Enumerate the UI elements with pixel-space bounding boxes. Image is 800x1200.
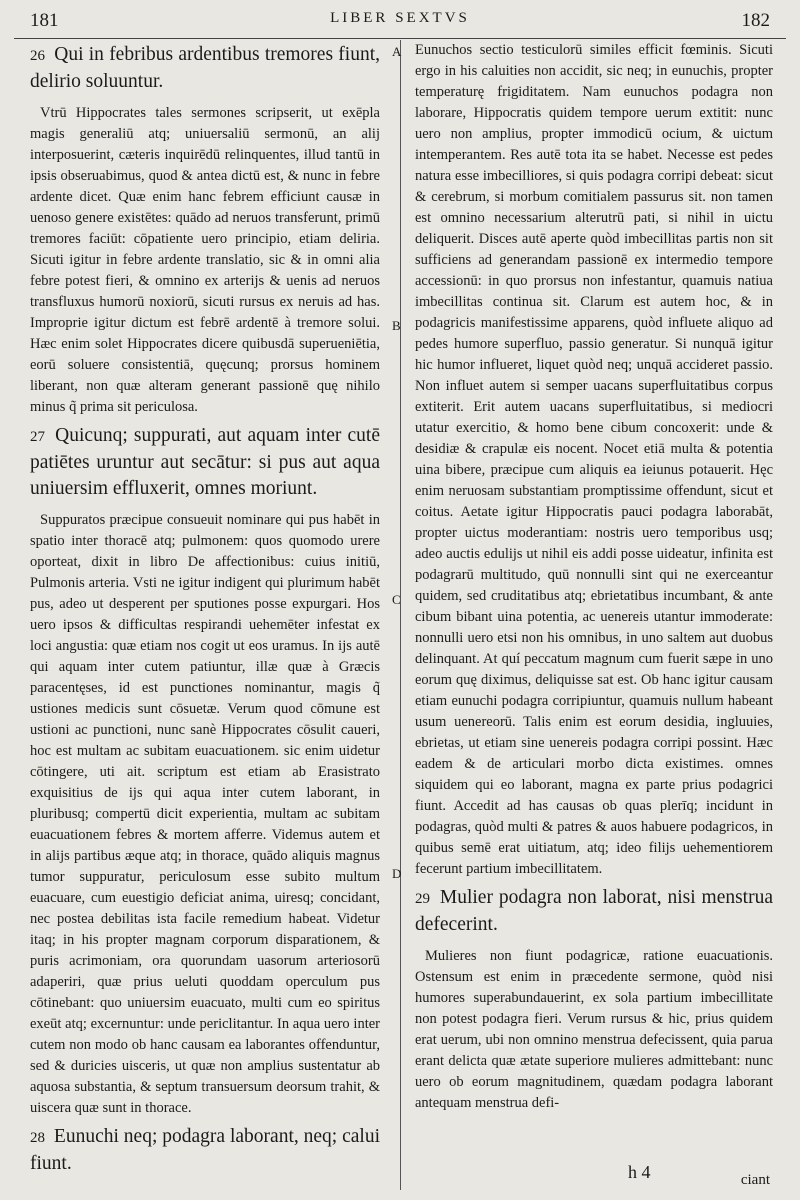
aphorism-29-number: 29 [415, 891, 430, 907]
signature-mark: h 4 [628, 1162, 651, 1182]
aphorism-28-heading [30, 1124, 380, 1177]
aphorism-28-number: 28 [30, 1130, 45, 1146]
aphorism-26-heading [30, 42, 380, 95]
margin-letter-b: B [392, 318, 401, 333]
page-number-left: 181 [30, 10, 59, 31]
aphorism-28-commentary: Eunuchos sectio testiculorū similes efficit fœminis. Sicuti ergo in his caluities non accidit, sic neq; in eunuchis, propter temperaturę frigiditatem. Nam eunuchos podagra non laborare, Hippocratis quidem tempore uerum extitit: nunc uero non amplius, propter immodicū ocium, & uictum intemperantem. Res autē tota ita se habet. Necesse est pedes natura esse imbecilliores, si quis podagra corripi debeat: sicut & cerebrum, si morbum comitialem passurus sit. non tamen est omnino necessarium alterutrū pati, si nihil in uictu deliquerit. Disces autē aperte quòd imbecillitas partis non sit sufficiens ad generandam passionē ex intermedio tempore accessionū: in quo prorsus non infestantur, quamuis natiua imbecillitas continua sit. Clarum est autem hoc, & in podagricis manifestissime apparens, quòd influete aliquo ad pedes humore superfluo, passio generatur. Si nunquā igitur hic humor influeret, liquet quòd neq; unquā accideret passio. Non influet autem si semper uacans superfluitatibus corpus extiterit. Erit autem uacans superfluitatibus, si mediocri utatur exercitio, & homo bene cibum concoxerit: unde & desidiæ & crapulæ eis nocent. Nocet etiā multa & potentia uina bibere, præcipue cum aliquis ea ieiunus potauerit. Hęc enim neruosam substantiam promptissime offendunt, sicut et coitus. Aetate igitur Hippocratis pauci podagra laborabāt, propter uictus moderantiam: nostris uero temporibus usq; adeo auctis edulijs ut nihil eis addi posse uideatur, infinita est podagrarū multitudo, quū nonnulli sint qui ne exerceantur quidem, sed cruditatibus atq; ebrietatibus incumbant, & ante cibum bibant uina potentia, ac uenereis utantur immoderate: nonnulli uero etsi non his omnibus, in uno saltem aut duobus delinquant. At quí peccatum magnum cum fuerit sæpe in uno eorum quę diximus, deliquisse sat est. Ob hanc igitur causam etiam eunuchi podagra corripiuntur, quamuis nullum habeant usum uenereorū. Talis enim est eorum desidia, ingluuies, ebrietas, ut etiam sine uenereis podagra corripi possint. Hæc eadem & de articulari morbo dicta existimes. omnes siquidem qui eo laborant, magna ex parte prius podagrici fiunt. Accedit ad has causas ob quas plerīq; incidunt in podagras, quòd multi & patres & auos habuere podagricos, in quibus semē erat uitiatum, atq; ideo filijs uehementiorem fecerunt partium imbecillitatem. [415, 42, 773, 877]
catchword: ciant [740, 1172, 770, 1188]
column-divider [400, 40, 401, 1190]
aphorism-26-commentary: Vtrū Hippocrates tales sermones scripserit, ut exēpla magis generaliū atq; uniuersaliū sermonū, an alij interposuerint, cæteris inquirēdū relinquentes, illud tantū in ipsis obseruabimus, quod & antea dictū est, & nunc in febre ardente dicet. Quæ enim hanc febrem efficiunt causæ in uenoso genere existētes: quādo ad neruos transferunt, primū tremores faciūt: cōpatiente uero principio, etiam deliria. Sicuti igitur in febre ardente translatio, sic & in omni alia febre potest fieri, & omnino ex arterijs & uenis ad neruos transfluxus humorū noxiorū, sicuti rursus ex neruis ad has. Improprie igitur dictum est febrē ardentē à tremore solui. Hæc enim solet Hippocrates dicere quibusdā superueniētia, eorū soluere consistentiā, quęcunq; prorsus hominem liberant, non quæ alteram generant passionē quę nihilo minus q̃ prima sit periculosa. [30, 105, 380, 415]
running-title: LIBER SEXTVS [330, 10, 470, 26]
aphorism-26-title: Qui in febribus ardentibus tremores fiunt, delirio soluuntur. [30, 44, 380, 92]
aphorism-29-commentary: Mulieres non fiunt podagricæ, ratione euacuationis. Ostensum est enim in præcedente sermone, quòd nisi humores superabundauerint, ex sola partium imbecillitate non potest podagra fieri. Verum rursus & hic, prius quidem erat uerum, ubi non omnino menstrua defecissent, quia parua erant delicta quæ ætate superiore mulieres admittebant: nunc uero ob eorum magnitudinem, quædam podagra laborant antequam menstrua defi- [415, 948, 773, 1111]
right-column [415, 40, 773, 1158]
aphorism-28-title: Eunuchi neq; podagra laborant, neq; calui fiunt. [30, 1126, 381, 1174]
page-number-right: 182 [741, 10, 770, 31]
aphorism-27-number: 27 [30, 429, 45, 445]
header-rule [14, 38, 786, 39]
margin-letter-d: D [392, 866, 402, 881]
aphorism-27-title: Quicunq; suppurati, aut aquam inter cutē patiētes uruntur aut secātur: si pus aut aqua uniuersim effluxerit, omnes moriunt. [30, 425, 380, 499]
aphorism-26-number: 26 [30, 48, 45, 64]
margin-letter-a: A [392, 44, 402, 59]
aphorism-29-title: Mulier podagra non laborat, nisi menstrua defecerint. [415, 887, 774, 935]
margin-letter-c: C [392, 592, 401, 607]
left-column [30, 40, 381, 1174]
aphorism-29-heading [415, 885, 773, 938]
aphorism-27-commentary: Suppuratos præcipue consueuit nominare qui pus habēt in spatio inter thoracē atq; pulmonem: quos quomodo urere oporteat, dixit in libro De affectionibus: cuius initiū, Pulmonis arteria. Vsti ne igitur indigent qui plurimum habēt pus, adeo ut desperent per sputiones posse expurgari. Hos uero ipsos & difficultas respirandi uehemēter infestat ex loci angustia: quæ etiam nos cogit ut eos uramus. In ijs autē qui aquam inter cutem patiuntur, illæ quæ à Græcis paracentęses, id est punctiones nominantur, magis q̃ ustiones medicis sunt cōsuetæ. Verum quod cōmune est ustioni ac punctioni, nunc sanè Hippocrates cōsulit caueri, hoc est multam ac subitam euacuationem. sic enim uidetur cōtingere, uti ait. scriptum est etiam ab Erasistrato exquisitius de ijs qui aqua inter cutem laborant, in pluribusq; compertū dicit experientia, multam ac subitam euacuationem febres & mortem afferre. Videmus autem et in alijs partibus æque atq; in thorace, quādo aliquis magnus tumor suppuratur, periculosum esse subito multum euacuare, cum euestigio deficiat anima, uiresq; concidant, nec postea debilitas ista facile remedium habeat. Videtur itaq; in his propter magnam corporum disparationem, & puris acrimoniam, ora quorundam uasorum arteriosorū adaperiri, quæ prius ueluti quoddam operculum pus cōtinebant: quo uniuersim euacuato, multi cum eo spiritus exeūt atq; excernuntur: unde periclitantur. In aqua uero inter cutem non modo ob hanc causam ea laborantes offenduntur, sed & duricies uisceris, ut quæ non amplius sustentatur ab aquosa substantia, & septum transuersum deorsum trahit, & uiscera quæ sunt in thorace. [30, 512, 380, 1116]
aphorism-27-heading [30, 423, 380, 502]
